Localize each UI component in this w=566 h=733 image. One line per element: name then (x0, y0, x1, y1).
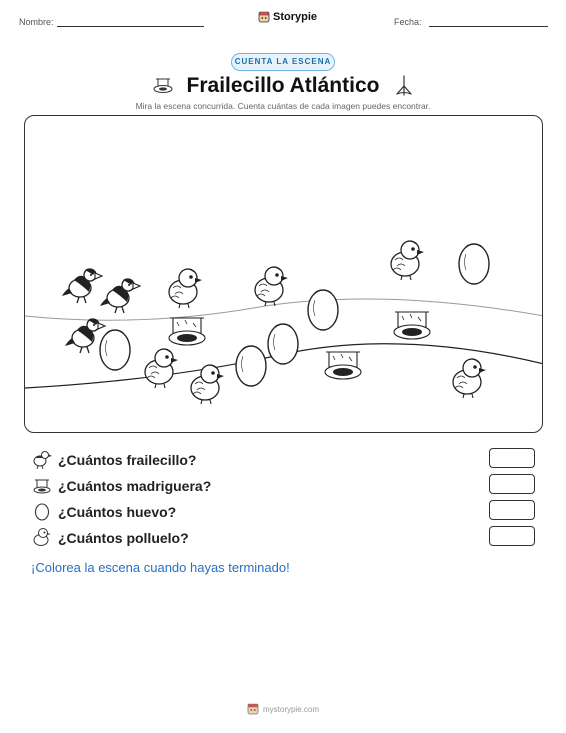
burrow (394, 312, 430, 339)
question-egg (30, 501, 540, 523)
chick (391, 241, 424, 280)
egg (268, 324, 298, 364)
storypie-footer-icon (247, 703, 259, 715)
question-chick (30, 527, 540, 549)
question-text: ¿Cuántos madriguera? (58, 478, 212, 494)
puffin (100, 278, 140, 313)
burrow (169, 318, 205, 345)
scene-badge: CUENTA LA ESCENA (231, 53, 335, 71)
question-puffin (30, 449, 540, 471)
answer-box-egg[interactable] (489, 500, 535, 520)
question-text: ¿Cuántos polluelo? (58, 530, 189, 546)
egg (236, 346, 266, 386)
footer-link[interactable]: mystorypie.com (262, 704, 319, 714)
name-field[interactable] (57, 26, 204, 27)
footer (0, 703, 566, 715)
answer-box-burrow[interactable] (489, 474, 535, 494)
name-label: Nombre: (19, 17, 54, 27)
question-burrow (30, 475, 540, 497)
question-text: ¿Cuántos huevo? (58, 504, 177, 520)
date-label: Fecha: (394, 17, 422, 27)
egg-icon (32, 501, 52, 521)
question-text: ¿Cuántos frailecillo? (58, 452, 197, 468)
chick (145, 349, 178, 388)
egg (308, 290, 338, 330)
chick (453, 359, 486, 398)
burrow (325, 352, 361, 379)
answer-box-chick[interactable] (489, 526, 535, 546)
storypie-logo-icon (258, 11, 270, 23)
storypie-logo (258, 11, 317, 23)
egg (100, 330, 130, 370)
logo-text: Storypie (273, 11, 318, 23)
worksheet-header (0, 10, 566, 34)
page-title: Frailecillo Atlántico (186, 74, 380, 97)
date-field[interactable] (429, 26, 548, 27)
burrow-icon (32, 475, 52, 495)
instructions-text: Mira la escena concurrida. Cuenta cuántas de cada imagen puedes encontrar. (135, 101, 431, 111)
puffin (62, 268, 102, 303)
coloring-note: ¡Colorea la escena cuando hayas terminado! (31, 560, 290, 575)
scene-panel (24, 115, 543, 433)
egg (459, 244, 489, 284)
chick-icon (32, 527, 52, 547)
chick (169, 269, 202, 308)
scene-illustration (25, 116, 543, 433)
puffin-icon (32, 449, 52, 469)
answer-box-puffin[interactable] (489, 448, 535, 468)
puffin-foot-title-icon (394, 74, 414, 96)
puffin (65, 318, 105, 353)
chick (255, 267, 288, 306)
